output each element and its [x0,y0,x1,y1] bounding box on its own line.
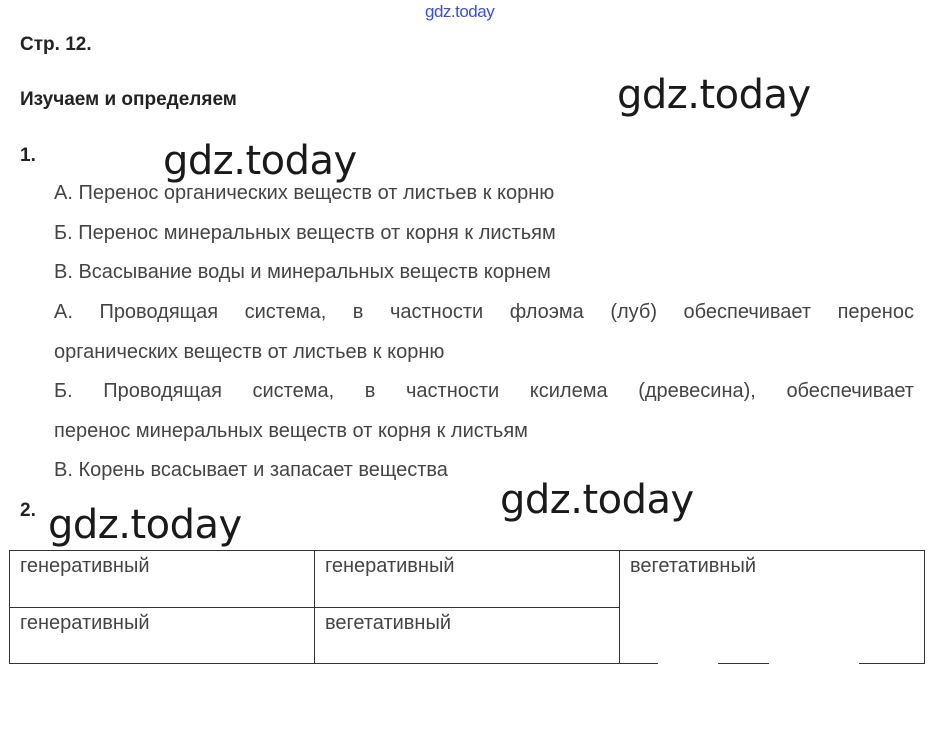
word: в [352,301,364,323]
word: Б. [54,380,73,402]
answer-a-line1 [54,301,914,324]
answer-c: В. Корень всасывает и запасает вещества [54,459,448,481]
table-cell: генеративный [10,551,315,608]
watermark-4: gdz.today [48,502,242,548]
word: частности [389,301,484,323]
table-cell: генеративный [315,551,620,608]
word: Проводящая [103,380,222,402]
table-row [10,551,925,608]
section-title: Изучаем и определяем [20,89,237,110]
watermark-3: gdz.today [500,477,694,523]
table-cell: вегетативный [620,551,925,664]
answer-b-line2: перенос минеральных веществ от корня к листьям [54,420,528,442]
word: система, [244,301,327,323]
word: (древесина), [638,380,756,402]
word: система, [252,380,335,402]
word: флоэма [509,301,584,323]
word: частности [405,380,500,402]
word: (луб) [610,301,658,323]
word: в [364,380,376,402]
table-cell: вегетативный [315,607,620,664]
word: ксилема [529,380,608,402]
task2-number: 2. [20,500,36,521]
answer-table [9,550,925,664]
word: обеспечивает [786,380,914,402]
word: Проводящая [99,301,219,323]
answer-b-line1 [54,380,914,403]
task1-number: 1. [20,145,36,166]
page-label: Стр. 12. [20,34,92,55]
border-gap [769,660,859,666]
question-b: Б. Перенос минеральных веществ от корня к листьям [54,222,556,244]
word: А. [54,301,73,323]
word: обеспечивает [683,301,812,323]
watermark-2: gdz.today [163,138,357,184]
question-c: В. Всасывание воды и минеральных веществ корнем [54,261,551,283]
word: перенос [837,301,914,323]
question-a: А. Перенос органических веществ от листьев к корню [54,182,555,204]
border-gap [658,660,718,666]
watermark-1: gdz.today [617,72,811,118]
watermark-top: gdz.today [425,2,495,21]
table-cell: генеративный [10,607,315,664]
answer-a-line2: органических веществ от листьев к корню [54,341,445,363]
